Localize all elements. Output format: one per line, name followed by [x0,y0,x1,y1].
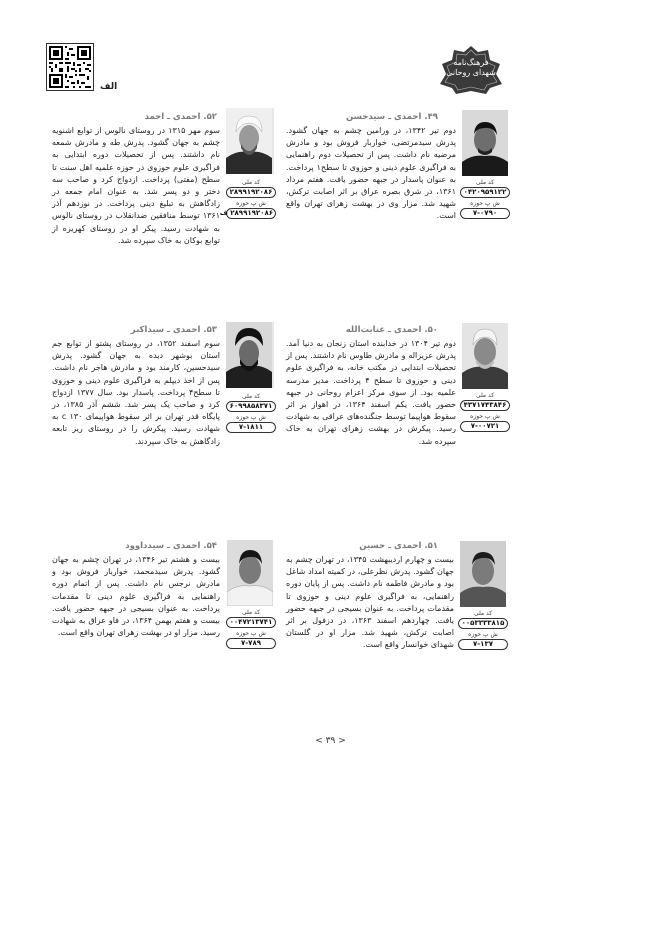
id-block [226,392,276,434]
logo-line2: شهدای روحانی [446,68,496,77]
national-id: ۶۰۹۹۸۵۸۳۷۱ [226,401,276,412]
portrait-icon [226,322,272,388]
entry-title: ۵۳. احمدی ـ سیداکبر [130,325,217,335]
portrait-icon [462,110,508,176]
portrait-icon [460,541,506,607]
entry-body: دوم تیر ۱۳۴۲، در ورامین چشم به جهان گشود. پدرش سیدمرتضی، خواربار فروش بود و مادرش مرضیه نام داشت. پس از تحصیلات دوم راهنمایی به فراگیری علوم دینی و حوزوی تا سطح۱ پرداخت. به عنوان پاسدار در جبهه حضور یافت. هفتم مرداد ۱۳۶۱، در شرق بصره عراق بر اثر اصابت ترکش، شهید شد. مزار وی در بهشت زهرای تهران واقع است. [286,126,457,221]
portrait-photo [226,108,274,174]
national-id-label: کد ملی [241,609,261,616]
national-id: ۴۳۷۱۷۴۳۸۴۶ [460,400,510,411]
entry-title: ۴۹. احمدی ـ سیدحسن [345,112,438,122]
portrait-icon [226,108,272,174]
national-id-label: کد ملی [241,393,261,400]
id-block [460,391,510,433]
entry-title: ۵۰. احمدی ـ عنایت‌الله [345,325,438,335]
hawza-id-label: ش پ حوزه [236,630,266,637]
national-id: ۰۴۲۰۹۵۹۱۲۲ [460,187,510,198]
entry-body: سوم مهر ۱۳۱۵ در روستای نالوس از توابع اشنویه چشم به جهان گشود. پدرش طه و مادرش شمعه نام داشتند. پس از تحصیلات دوره ابتدایی به فراگیری علوم حوزوی در حوزه علمیه اهل سنت تا سطح (مفتی) پرداخت. ازدواج کرد و صاحب سه دختر و دو پسر شد. به عنوان امام جمعه در زادگاهش به تبلیغ دینی پرداخت. در نوزدهم آذر ۱۳۶۱ توسط منافقین ضدانقلاب در روستای نالوس به شهادت رسید. پیکر او در روستای کهریزه از توابع بوکان به خاک سپرده شد. [52,126,220,245]
page-number: < ۳۹ > [315,736,346,746]
national-id-label: کد ملی [473,610,493,617]
logo-line1: فرهنگ‌نامه [453,58,489,67]
portrait-photo [226,322,274,388]
book-logo [438,44,504,96]
national-id: ۲۸۹۹۱۹۲۰۸۶ [226,187,276,198]
id-block [460,178,510,220]
id-block [219,178,276,220]
portrait-photo [227,540,273,606]
national-id-label: کد ملی [241,179,261,186]
entry-title: ۵۴. احمدی ـ سیدداوود [125,541,217,551]
entry-body: بیست و چهارم اردیبهشت ۱۳۴۵، در تهران چشم به جهان گشود. پدرش نظرعلی، در کمیته امداد شاغل بود و مادرش فاطمه نام داشت. پس از پایان دوره راهنمایی، به فراگیری علوم دینی و حوزوی تا مقدمات پرداخت. به عنوان بسیجی در جبهه حضور یافت. چهاردهم اسفند ۱۳۶۳، در دزفول بر اثر اصابت ترکش، شهید شد. مزار او در گلستان شهدای خوانسار واقع است. [286,555,454,650]
national-id: ۰۰۵۳۳۳۳۸۱۵ [458,618,508,629]
qr-code [46,43,94,91]
portrait-photo [460,541,506,607]
hawza-id-label: ش پ حوزه [468,631,498,638]
entry-title: ۵۱. احمدی ـ حسین [359,541,438,551]
hawza-id: ۷-۷۸۹ [226,638,276,649]
hawza-id: ۷-۰۰۷۲۱ [460,421,510,432]
hawza-id: ۷-۱۳۷ [458,639,508,650]
entry-body: دوم تیر ۱۳۰۴ در خدابنده استان زنجان به دنیا آمد. پدرش عزیزاله و مادرش طاوس نام داشتند. پس از تحصیلات ابتدایی در مکتب خانه، به فراگیری علوم دینی و حوزوی تا سطح ۴ پرداخت. مدیر مدرسه علمیه بود. از سوی مرکز اعزام روحانی در جبهه حضور یافت. یکم اسفند ۱۳۶۴، در اهواز بر اثر سقوط هواپیما توسط جنگنده‌های عراقی به شهادت رسید. پیکرش در بهشت زهرای تهران به خاک سپرده شد. [286,339,456,446]
portrait-photo [462,323,508,389]
hawza-id: ۷-۰۷۹۰ [460,208,510,219]
qr-code-icon [47,44,93,90]
hawza-id: ۲۸۹۹۱۹۲۰۸۶ ف [226,208,276,219]
hawza-id-label: ش پ حوزه [470,200,500,207]
national-id-label: کد ملی [475,179,495,186]
section-letter: الف [100,82,118,92]
entry-title: ۵۲. احمدی ـ احمد [144,112,217,122]
hawza-id-label: ش پ حوزه [236,200,266,207]
national-id: ۰۰۴۷۲۱۳۷۴۱ [226,617,276,628]
hawza-id: ۷-۱۸۱۱ [226,422,276,433]
entry-body: سوم اسفند ۱۳۵۲، در روستای پشتو از توابع جم استان بوشهر دیده به جهان گشود. پدرش سیدحسین، کارمند بود و مادرش هاجر نام داشت. پس از اخذ دیپلم به فراگیری علوم دینی و حوزوی تا سطح۴ پرداخت. پاسدار بود. سال ۱۳۷۷ ازدواج کرد و صاحب یک پسر شد. ششم آذر ۱۳۸۵، در پایگاه قدر تهران بر اثر سقوط هواپیمای ۱۳۰ c به شهادت رسید. پیکرش را در روستای ریز تابعه زادگاهش به خاک سپردند. [52,339,221,446]
portrait-icon [462,323,508,389]
hawza-id-label: ش پ حوزه [236,414,266,421]
entry-body: بیست و هشتم تیر ۱۳۴۶، در تهران چشم به جهان گشود. پدرش سیدمحمد، خواربار فروش بود و مادرش نرجس نام داشت. پس از اتمام دوره راهنمایی به فراگیری علوم دینی تا مقدمات پرداخت. به عنوان بسیجی در جبهه حضور یافت. بیست و هفتم بهمن ۱۳۶۴، در فاو عراق به شهادت رسید. مزار او در بهشت زهرای تهران واقع است. [52,555,220,638]
hawza-id-label: ش پ حوزه [470,413,500,420]
portrait-icon [227,540,273,606]
national-id-label: کد ملی [475,392,495,399]
id-block [458,609,508,651]
portrait-photo [462,110,508,176]
id-block [226,608,276,650]
